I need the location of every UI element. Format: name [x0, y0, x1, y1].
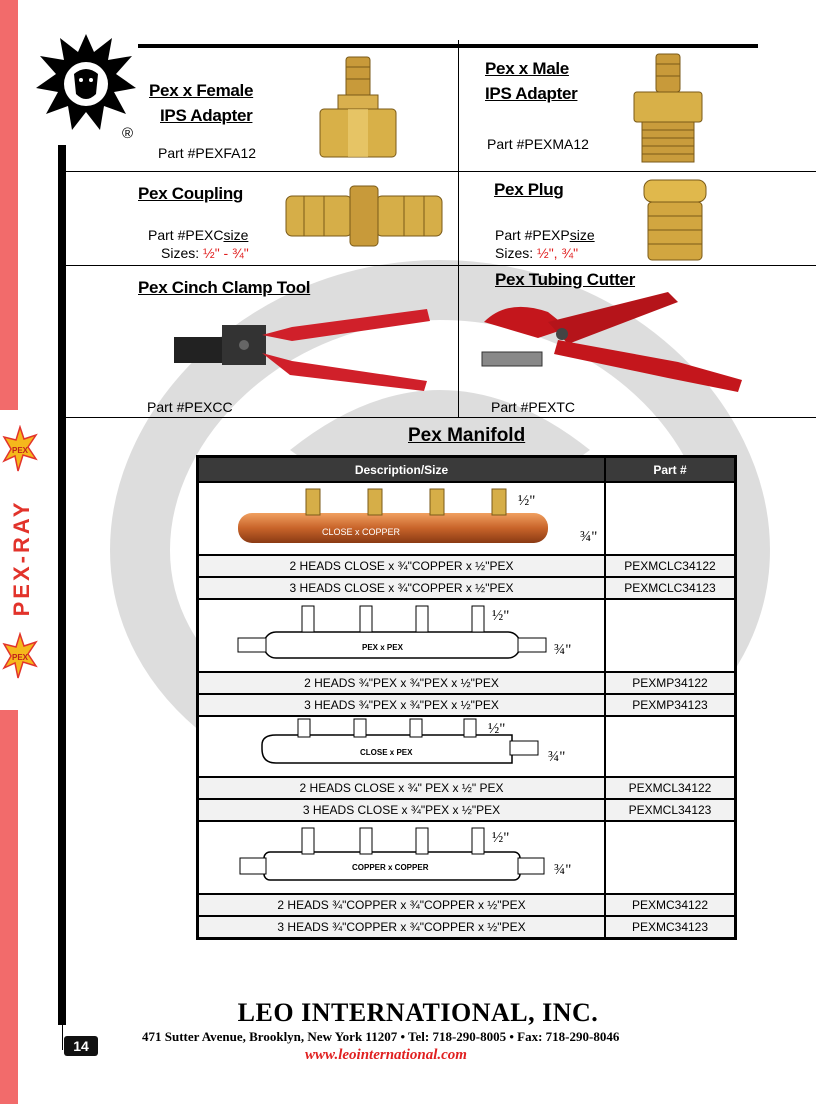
part-cell: PEXMP34122 [605, 672, 736, 694]
grid-divider [458, 40, 459, 417]
website-link[interactable]: www.leointernational.com [305, 1047, 467, 1063]
part-cell: PEXMCLC34122 [605, 555, 736, 577]
manifold-image-cell [198, 599, 606, 672]
part-cell: PEXMC34123 [605, 916, 736, 939]
tubing-cutter-icon [478, 288, 746, 396]
manifold-image-cell [198, 716, 606, 777]
size-label: ¾" [547, 749, 565, 765]
top-rule [138, 44, 758, 48]
description-cell: 2 HEADS CLOSE x ¾"COPPER x ½"PEX [198, 555, 606, 577]
table-row [198, 716, 736, 777]
part-cell [605, 716, 736, 777]
product-title: Pex Cinch Clamp Tool [138, 278, 311, 297]
table-row [198, 916, 736, 939]
size-label: ¾" [579, 529, 597, 545]
description-cell: 3 HEADS ¾"COPPER x ¾"COPPER x ½"PEX [198, 916, 606, 939]
manifold-label: COPPER x COPPER [351, 863, 428, 872]
part-cell: PEXMCL34123 [605, 799, 736, 821]
pex-manifold-icon [202, 600, 602, 668]
size-label: ½" [491, 830, 509, 846]
manifold-title: Pex Manifold [408, 425, 526, 446]
part-cell: PEXMCL34122 [605, 777, 736, 799]
part-number: Part #PEXFA12 [158, 145, 257, 161]
table-row [198, 577, 736, 599]
side-brand-text: PEX-RAY [9, 499, 34, 617]
product-title: Pex Tubing Cutter [495, 270, 636, 289]
pex-ray-logo-icon [2, 632, 38, 682]
size-label: ½" [487, 721, 505, 737]
male-adapter-icon [630, 52, 706, 166]
cinch-clamp-tool-icon [172, 305, 434, 393]
manifold-table [196, 455, 737, 940]
product-title: Pex x Male [485, 59, 569, 78]
registered-mark: ® [122, 125, 134, 142]
copper-manifold-icon [202, 483, 602, 551]
grid-divider [62, 417, 816, 418]
plug-icon [638, 178, 712, 264]
manifold-label: CLOSE x COPPER [321, 527, 400, 537]
part-cell [605, 821, 736, 894]
part-cell: PEXMP34123 [605, 694, 736, 716]
table-row [198, 799, 736, 821]
sizes-text: Sizes: ½", ¾" [495, 245, 579, 261]
table-row [198, 599, 736, 672]
coupling-icon [284, 182, 444, 252]
manifold-image-cell [198, 482, 606, 555]
part-number: Part #PEXMA12 [487, 136, 589, 152]
table-row [198, 672, 736, 694]
table-header [198, 457, 736, 483]
sizes-text: Sizes: ½" - ¾" [161, 245, 249, 261]
part-number: Part #PEXPsize [495, 227, 595, 243]
table-row [198, 821, 736, 894]
company-name: LEO INTERNATIONAL, INC. [237, 998, 599, 1027]
size-label: ¾" [553, 862, 571, 878]
svg-text:PEX: PEX [11, 653, 29, 662]
copper-copper-manifold-icon [202, 822, 602, 890]
size-label: ¾" [553, 642, 571, 658]
description-cell: 3 HEADS CLOSE x ¾"COPPER x ½"PEX [198, 577, 606, 599]
lion-logo-icon [34, 30, 138, 134]
description-cell: 2 HEADS ¾"PEX x ¾"PEX x ½"PEX [198, 672, 606, 694]
manifold-label: PEX x PEX [361, 643, 403, 652]
table-row [198, 482, 736, 555]
table-row [198, 694, 736, 716]
part-cell: PEXMCLC34123 [605, 577, 736, 599]
column-header: Description/Size [198, 457, 606, 483]
product-title: Pex Plug [494, 180, 564, 199]
part-number: Part #PEXTC [491, 399, 576, 415]
size-label: ½" [491, 608, 509, 624]
description-cell: 2 HEADS ¾"COPPER x ¾"COPPER x ½"PEX [198, 894, 606, 916]
product-title: IPS Adapter [160, 106, 253, 125]
product-title: IPS Adapter [485, 84, 578, 103]
table-row [198, 777, 736, 799]
left-thin-rule [62, 150, 63, 1050]
table-row [198, 555, 736, 577]
product-title: Pex Coupling [138, 184, 244, 203]
svg-text:PEX: PEX [11, 446, 29, 455]
product-title: Pex x Female [149, 81, 254, 100]
close-pex-manifold-icon [202, 717, 602, 773]
part-cell: PEXMC34122 [605, 894, 736, 916]
part-cell [605, 599, 736, 672]
part-number: Part #PEXCsize [148, 227, 249, 243]
page-number: 14 [64, 1036, 98, 1056]
column-header: Part # [605, 457, 736, 483]
table-row [198, 894, 736, 916]
grid-divider [62, 265, 816, 266]
description-cell: 3 HEADS ¾"PEX x ¾"PEX x ½"PEX [198, 694, 606, 716]
part-number: Part #PEXCC [147, 399, 233, 415]
part-cell [605, 482, 736, 555]
manifold-label: CLOSE x PEX [359, 748, 412, 757]
manifold-image-cell [198, 821, 606, 894]
grid-divider [62, 171, 816, 172]
size-label: ½" [517, 493, 535, 509]
description-cell: 3 HEADS CLOSE x ¾"PEX x ½"PEX [198, 799, 606, 821]
description-cell: 2 HEADS CLOSE x ¾" PEX x ½" PEX [198, 777, 606, 799]
company-address: 471 Sutter Avenue, Brooklyn, New York 11207 • Tel: 718-290-8005 • Fax: 718-290-8046 [142, 1029, 620, 1044]
female-adapter-icon [318, 55, 398, 161]
